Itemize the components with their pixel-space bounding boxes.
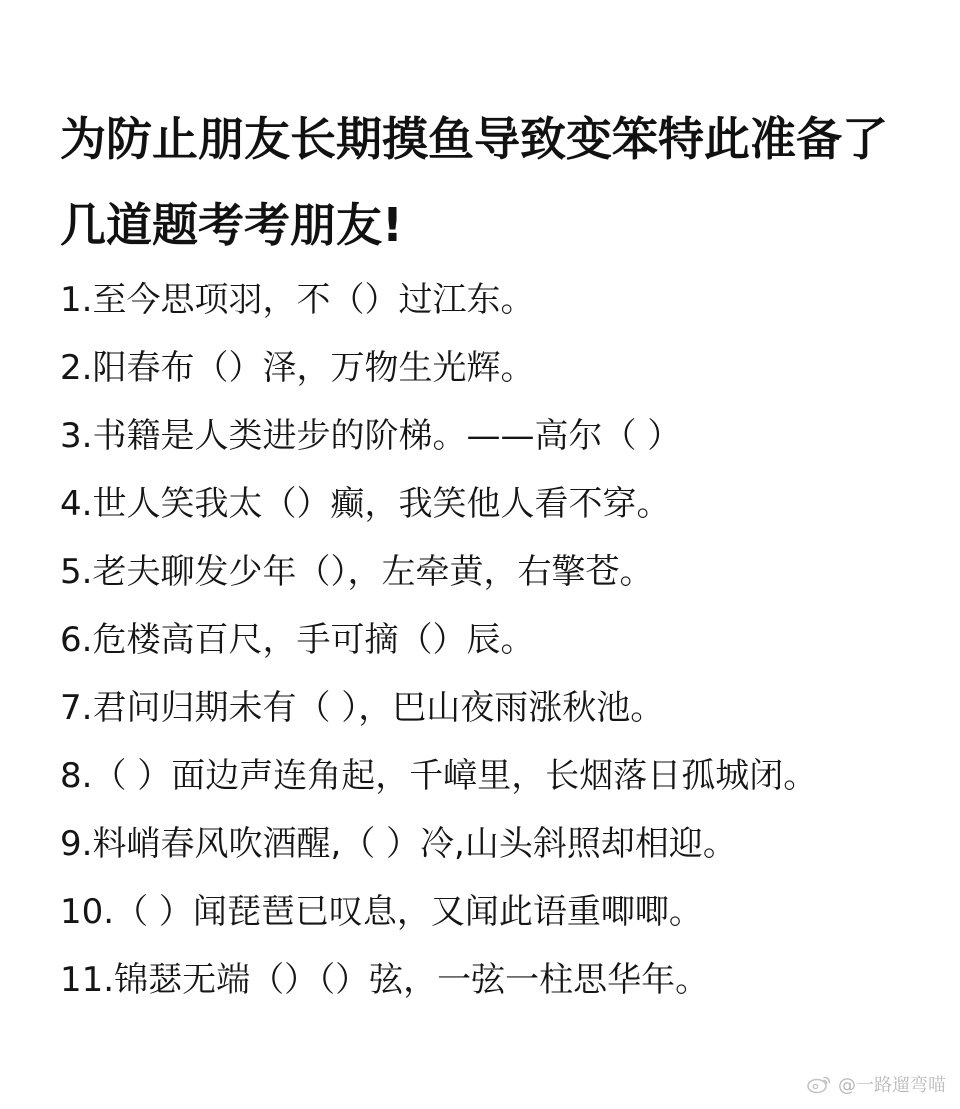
question-item: 4.世人笑我太（）癫，我笑他人看不穿。 <box>60 484 671 524</box>
watermark <box>806 1071 946 1097</box>
weibo-icon <box>806 1074 832 1094</box>
page-title <box>60 96 920 268</box>
watermark-text: @一路遛弯喵 <box>838 1075 946 1096</box>
question-item: 3.书籍是人类进步的阶梯。——高尔（ ） <box>60 416 682 456</box>
question-item: 2.阳春布（）泽，万物生光辉。 <box>60 348 535 388</box>
question-item: 7.君问归期未有（ ），巴山夜雨涨秋池。 <box>60 688 665 728</box>
question-item: 1.至今思项羽，不（）过江东。 <box>60 280 535 320</box>
question-list <box>60 272 920 1020</box>
question-item: 10.（ ）闻琵琶已叹息，又闻此语重唧唧。 <box>60 892 703 932</box>
question-item: 8.（ ）面边声连角起，千嶂里，长烟落日孤城闭。 <box>60 756 818 796</box>
title-line-2: 几道题考考朋友! <box>60 198 403 252</box>
question-item: 6.危楼高百尺，手可摘（）辰。 <box>60 620 535 660</box>
question-item: 5.老夫聊发少年（），左牵黄，右擎苍。 <box>60 552 654 592</box>
question-item: 11.锦瑟无端（）（）弦，一弦一柱思华年。 <box>60 960 710 1000</box>
question-item: 9.料峭春风吹酒醒,（ ）冷,山头斜照却相迎。 <box>60 824 737 864</box>
title-line-1: 为防止朋友长期摸鱼导致变笨特此准备了 <box>60 112 888 166</box>
